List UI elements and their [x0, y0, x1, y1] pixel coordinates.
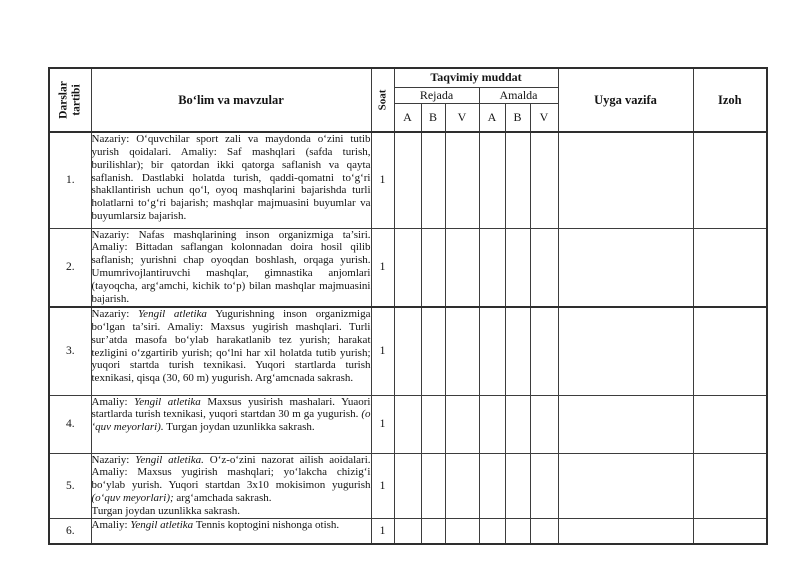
hours-cell: 1 — [371, 395, 394, 453]
lesson-row — [49, 228, 767, 307]
homework-cell — [558, 395, 693, 453]
note-cell — [693, 395, 767, 453]
lesson-row — [49, 395, 767, 453]
planned-v-cell — [445, 307, 479, 395]
lesson-plan-table — [48, 67, 768, 545]
header-row-1 — [49, 68, 767, 87]
actual-a-cell — [479, 228, 505, 307]
hours-cell: 1 — [371, 453, 394, 518]
topic-text: Nazariy: — [91, 453, 136, 466]
hours-cell: 1 — [371, 228, 394, 307]
note-cell — [693, 228, 767, 307]
planned-v-cell — [445, 228, 479, 307]
header-note: Izoh — [693, 68, 767, 132]
actual-a-cell — [479, 307, 505, 395]
header-planned: Rejada — [394, 87, 479, 103]
homework-cell — [558, 518, 693, 544]
actual-b-cell — [505, 307, 530, 395]
topic-cell — [91, 307, 371, 395]
order-vertical-wrap — [50, 70, 91, 130]
topic-text-italic: Yengil atletika — [138, 308, 207, 320]
actual-v-cell — [530, 307, 558, 395]
planned-v-cell — [445, 395, 479, 453]
topic-text: Nazariy: — [91, 308, 139, 320]
actual-b-cell — [505, 453, 530, 518]
topic-cell — [91, 132, 371, 228]
lesson-row — [49, 453, 767, 518]
topic-text: Nazariy: Nafas mashqlarining inson organizmiga ta’siri. Amaliy: Bittadan saflangan kolonnadan doira hosil qilib saflanish; yurishni chap oyoqdan boshlash, orqaga yurish. Umumrivojlantiruvchi mashqlar, gimnastika anjomlari (tayoqcha, arg‘amchi, kichik to‘p) bilan mashqlar majmuasini bajarish. — [91, 228, 371, 305]
lesson-number: 2. — [49, 228, 91, 307]
topic-text: Amaliy: — [91, 395, 135, 408]
header-hours — [371, 68, 394, 132]
actual-v-cell — [530, 518, 558, 544]
note-cell — [693, 453, 767, 518]
note-cell — [693, 518, 767, 544]
topic-cell — [91, 395, 371, 453]
planned-b-cell — [421, 132, 445, 228]
planned-a-cell — [394, 132, 421, 228]
header-hours-label: Soat — [376, 89, 388, 111]
actual-v-cell — [530, 132, 558, 228]
planned-a-cell — [394, 453, 421, 518]
header-actual: Amalda — [479, 87, 558, 103]
header-actual-col-v: V — [530, 103, 558, 132]
planned-a-cell — [394, 228, 421, 307]
topic-text: Turgan joydan uzunlikka sakrash. — [163, 421, 315, 434]
lesson-number: 6. — [49, 518, 91, 544]
topic-text: Amaliy: — [91, 518, 131, 531]
hours-cell: 1 — [371, 518, 394, 544]
lesson-number: 5. — [49, 453, 91, 518]
actual-a-cell — [479, 453, 505, 518]
planned-v-cell — [445, 518, 479, 544]
topic-text: Yugurishning inson organizmiga bo‘lgan ta’siri. Amaliy: Maxsus yugirish mashqlari. Turli sur’atda masofa bo‘ylab harakatlanib tez yurish; harakat tezligini o‘zgartirib yurish; qo‘lni har xil holatda tutib yurish; yuqori startda turish texnikasi. Yuqori startlarda turish texnikasi, qisqa (30, 60 m) yugurish. Arg‘amcnada sakrash. — [91, 308, 371, 385]
note-cell — [693, 132, 767, 228]
topic-text: Maxsus yusirish mashalari. Yuaori startlarda turish texnikasi, yuqori startdan 30 m ga yugurish. — [91, 395, 371, 421]
lesson-row — [49, 518, 767, 544]
header-order-label: Darslar tartibi — [57, 81, 83, 119]
topic-cell — [91, 228, 371, 307]
homework-cell — [558, 307, 693, 395]
hours-cell: 1 — [371, 132, 394, 228]
actual-a-cell — [479, 395, 505, 453]
actual-b-cell — [505, 228, 530, 307]
topic-text-italic: Yengil atletika — [134, 395, 201, 408]
note-cell — [693, 307, 767, 395]
lesson-number: 4. — [49, 395, 91, 453]
topic-text-italic: (o‘quv meyorlari); — [91, 492, 174, 505]
topic-text: Nazariy: O‘quvchilar sport zali va maydonda o‘zini tutib yurish qoidalari. Amaliy: Saf mashqlari (safda turish, burilishlar); bir qatordan ikki qatorga saflanish va qayta saflanish. Dastlabki holatda turish, qaddi-qomatni to‘g‘ri shakllantirish uchun qo‘l, oyoq mashqlarini bajarishda turli holatlarni to‘g‘ri bajarish; mashqlar majmuasini buyumlar va buyumlarsiz bajarish. — [91, 133, 371, 223]
actual-b-cell — [505, 132, 530, 228]
homework-cell — [558, 228, 693, 307]
topic-text-italic: Yengil atletika. — [135, 453, 204, 466]
planned-v-cell — [445, 453, 479, 518]
lesson-number: 3. — [49, 307, 91, 395]
actual-b-cell — [505, 395, 530, 453]
lesson-row — [49, 307, 767, 395]
hours-cell: 1 — [371, 307, 394, 395]
topic-text: Turgan joydan uzunlikka sakrash. — [91, 504, 240, 517]
topic-text: O‘z-o‘zini nazorat ailish aoidalari. Amaliy: Maxsus yugirish mashqlari; yo‘lakcha chizig‘i bo‘ylab yurish. Yuqori startdan 3x10 mokisimon yugurish — [91, 453, 371, 492]
actual-v-cell — [530, 395, 558, 453]
header-planned-col-b: B — [421, 103, 445, 132]
topic-cell — [91, 453, 371, 518]
topic-text-italic: Yengil atletika — [130, 518, 194, 531]
planned-b-cell — [421, 395, 445, 453]
header-planned-col-a: A — [394, 103, 421, 132]
topic-text: arg‘amchada sakrash. — [173, 492, 272, 505]
actual-b-cell — [505, 518, 530, 544]
planned-a-cell — [394, 518, 421, 544]
homework-cell — [558, 453, 693, 518]
topic-cell — [91, 518, 371, 544]
actual-v-cell — [530, 228, 558, 307]
header-calendar: Taqvimiy muddat — [394, 68, 558, 87]
header-actual-col-b: B — [505, 103, 530, 132]
topic-text-italic: (o ‘quv meyorlari). — [91, 408, 371, 434]
topic-text: Tennis koptogini nishonga otish. — [193, 518, 340, 531]
planned-b-cell — [421, 453, 445, 518]
lesson-number: 1. — [49, 132, 91, 228]
header-order — [49, 68, 91, 132]
planned-b-cell — [421, 228, 445, 307]
planned-b-cell — [421, 307, 445, 395]
header-homework: Uyga vazifa — [558, 68, 693, 132]
planned-b-cell — [421, 518, 445, 544]
actual-a-cell — [479, 518, 505, 544]
lesson-row — [49, 132, 767, 228]
header-actual-col-a: A — [479, 103, 505, 132]
planned-a-cell — [394, 395, 421, 453]
planned-v-cell — [445, 132, 479, 228]
hours-vertical-wrap — [372, 70, 394, 130]
planned-a-cell — [394, 307, 421, 395]
actual-a-cell — [479, 132, 505, 228]
actual-v-cell — [530, 453, 558, 518]
header-topics: Bo‘lim va mavzular — [91, 68, 371, 132]
homework-cell — [558, 132, 693, 228]
header-planned-col-v: V — [445, 103, 479, 132]
